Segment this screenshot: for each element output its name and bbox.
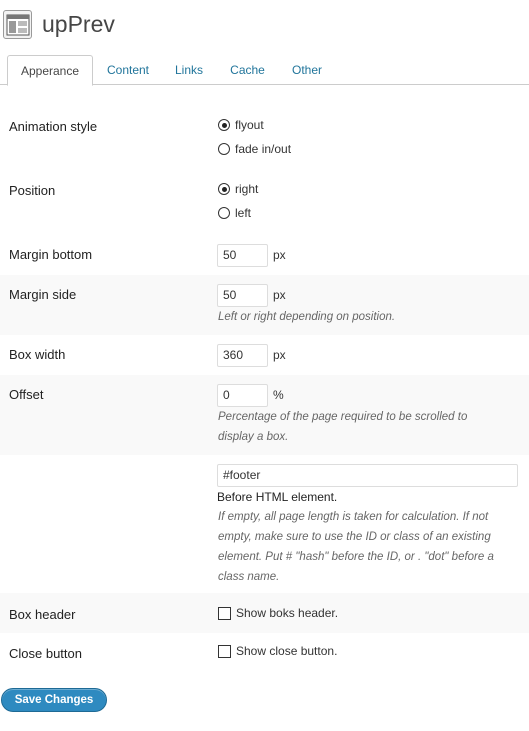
margin-bottom-unit: px [273, 248, 286, 262]
offset-label: Offset [9, 387, 44, 402]
checkbox-unchecked-icon [218, 607, 231, 620]
box-width-row [0, 335, 529, 375]
page-title: upPrev [42, 10, 115, 37]
element-description-line: class name. [218, 571, 280, 583]
margin-bottom-input[interactable]: 50 [217, 244, 268, 267]
animation-fade-radio[interactable] [218, 142, 291, 156]
radio-selected-icon [218, 183, 230, 195]
radio-label: right [235, 182, 259, 196]
margin-bottom-row [0, 233, 529, 275]
radio-label: fade in/out [235, 142, 292, 156]
box-header-label: Box header [9, 607, 76, 622]
margin-side-description: Left or right depending on position. [218, 311, 396, 323]
box-width-unit: px [273, 348, 286, 362]
box-width-input[interactable]: 360 [217, 344, 268, 367]
radio-unselected-icon [218, 207, 230, 219]
checkbox-label: Show close button. [236, 644, 338, 658]
radio-selected-icon [218, 119, 230, 131]
offset-description-line: display a box. [218, 431, 289, 443]
animation-flyout-radio[interactable] [218, 118, 264, 132]
tab-links[interactable]: Links [174, 63, 203, 77]
radio-unselected-icon [218, 143, 230, 155]
offset-row [0, 375, 529, 455]
offset-input[interactable]: 0 [217, 384, 268, 407]
close-button-row [0, 633, 529, 673]
position-row [0, 169, 529, 233]
offset-unit: % [273, 388, 284, 402]
box-header-row [0, 593, 529, 633]
margin-side-row [0, 275, 529, 335]
margin-side-unit: px [273, 288, 286, 302]
element-note: Before HTML element. [217, 490, 338, 504]
close-button-label: Close button [9, 646, 82, 661]
offset-description-line: Percentage of the page required to be scrolled to [218, 411, 468, 423]
margin-bottom-label: Margin bottom [9, 247, 93, 262]
close-button-checkbox[interactable] [218, 644, 337, 658]
element-description-line: If empty, all page length is taken for calculation. If not [218, 511, 489, 523]
window-layout-icon [3, 10, 32, 39]
position-label: Position [9, 183, 56, 198]
animation-style-label: Animation style [9, 119, 98, 134]
box-header-checkbox[interactable] [218, 606, 338, 620]
checkbox-unchecked-icon [218, 645, 231, 658]
tab-bar [0, 55, 529, 85]
animation-style-row [0, 105, 529, 169]
tab-cache[interactable]: Cache [230, 63, 265, 77]
margin-side-label: Margin side [9, 287, 77, 302]
position-left-radio[interactable] [218, 206, 251, 220]
page-header [3, 8, 115, 40]
element-selector-input[interactable]: #footer [217, 464, 518, 487]
box-width-label: Box width [9, 347, 66, 362]
radio-label: left [235, 206, 252, 220]
checkbox-label: Show boks header. [236, 606, 339, 620]
element-description-line: element. Put # "hash" before the ID, or . "dot" before a [218, 551, 494, 563]
element-row [0, 455, 529, 593]
element-description-line: empty, make sure to use the ID or class of an existing [218, 531, 491, 543]
tab-content[interactable]: Content [106, 63, 150, 77]
margin-side-input[interactable]: 50 [217, 284, 268, 307]
position-right-radio[interactable] [218, 182, 258, 196]
radio-label: flyout [235, 118, 264, 132]
save-changes-button[interactable]: Save Changes [1, 688, 107, 712]
tab-apperance[interactable]: Apperance [7, 55, 93, 86]
tab-other[interactable]: Other [291, 63, 322, 77]
